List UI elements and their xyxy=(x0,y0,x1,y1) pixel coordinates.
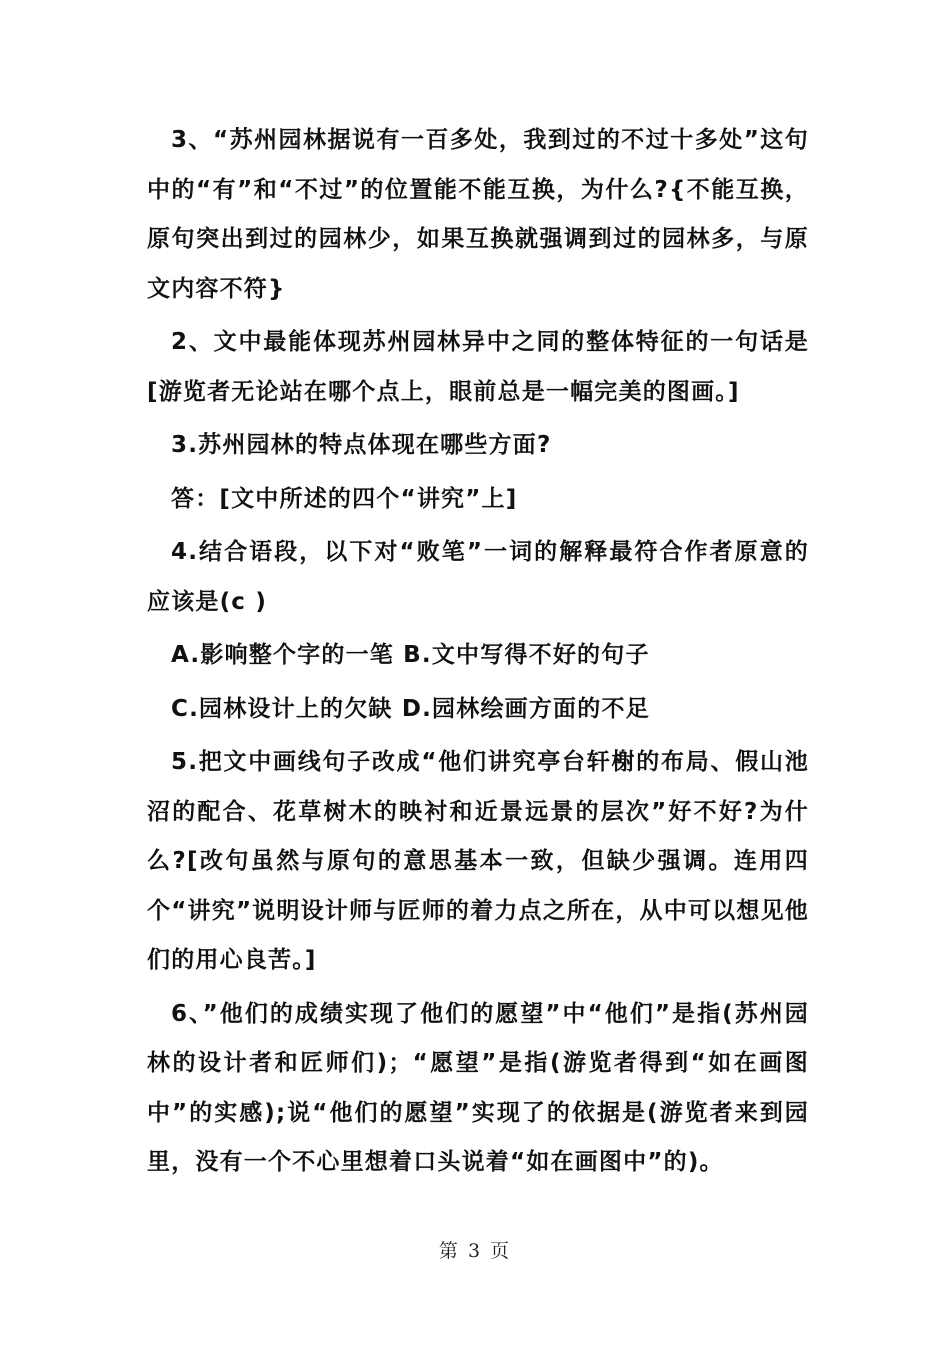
option-c-d: C.园林设计上的欠缺 D.园林绘画方面的不足 xyxy=(171,695,650,722)
option-a-b: A.影响整个字的一笔 B.文中写得不好的句子 xyxy=(171,642,650,668)
page-footer xyxy=(0,1236,950,1263)
question-3-features: 3.苏州园林的特点体现在哪些方面? xyxy=(171,432,552,458)
question-5-rewrite: 5.把文中画线句子改成“他们讲究亭台轩榭的布局、假山池沼的配合、花草树木的映衬和近景远景的层次”好不好?为什么?[改句虽然与原句的意思基本一致，但缺少强调。连用四个“讲究”说明设计师与匠师的着力点之所在，从中可以想见他们的用心良苦。] xyxy=(147,749,809,973)
question-4-baibi: 4.结合语段，以下对“败笔”一词的解释最符合作者原意的应该是(c ) xyxy=(147,539,809,615)
page-number: 第 3 页 xyxy=(438,1240,512,1262)
question-6-wishes: 6、”他们的成绩实现了他们的愿望”中“他们”是指(苏州园林的设计者和匠师们)；“愿望”是指(游览者得到“如在画图中”的实感);说“他们的愿望”实现了的依据是(游览者来到园里，没有一个不心里想着口头说着“如在画图中”的)。 xyxy=(147,1000,809,1175)
question-2-key-sentence: 2、文中最能体现苏州园林异中之同的整体特征的一句话是[游览者无论站在哪个点上，眼前总是一幅完美的图画。] xyxy=(147,329,809,405)
answer-3-features: 答：[文中所述的四个“讲究”上] xyxy=(171,485,518,512)
question-3-swap: 3、“苏州园林据说有一百多处，我到过的不过十多处”这句中的“有”和“不过”的位置能不能互换，为什么?{不能互换，原句突出到过的园林少，如果互换就强调到过的园林多，与原文内容不符} xyxy=(147,127,809,302)
document-body xyxy=(147,116,809,1192)
